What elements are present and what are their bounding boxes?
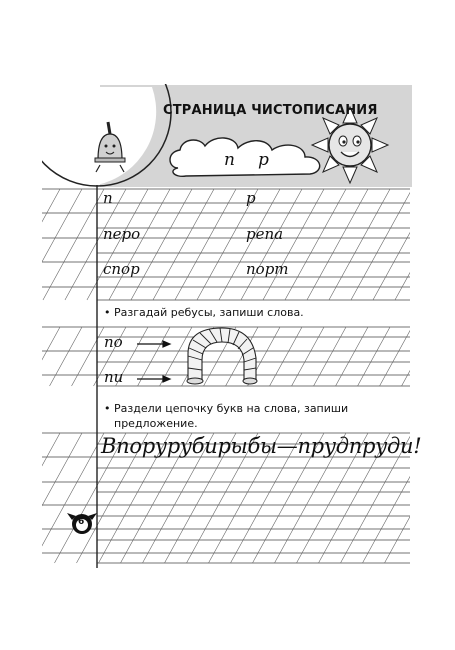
row1-right: р bbox=[246, 189, 256, 207]
page-title: СТРАНИЦА ЧИСТОПИСАНИЯ bbox=[163, 103, 378, 118]
page-number: 6 bbox=[78, 517, 85, 527]
row2-left: перо bbox=[103, 225, 141, 243]
cloud-letter-r: р bbox=[258, 150, 269, 170]
sun-icon bbox=[312, 107, 388, 183]
row2-right: репа bbox=[246, 225, 284, 243]
coil-spring-icon bbox=[187, 328, 257, 384]
rebus-word-2: пи bbox=[104, 368, 124, 386]
rebus-word-1: по bbox=[104, 333, 123, 351]
chain-sentence: Впорурубирыбы—прудпруди! bbox=[101, 434, 422, 458]
cloud-letter-p: п bbox=[224, 150, 235, 170]
task2-instruction: • Раздели цепочку букв на слова, запиши предложение. bbox=[104, 402, 349, 430]
bullet-icon: • bbox=[104, 306, 111, 319]
row3-left: спор bbox=[103, 260, 140, 278]
row3-right: порт bbox=[246, 260, 289, 278]
task1-instruction: • Разгадай ребусы, запиши слова. bbox=[104, 306, 304, 319]
bullet-icon: • bbox=[104, 402, 111, 415]
row1-left: п bbox=[103, 189, 113, 207]
